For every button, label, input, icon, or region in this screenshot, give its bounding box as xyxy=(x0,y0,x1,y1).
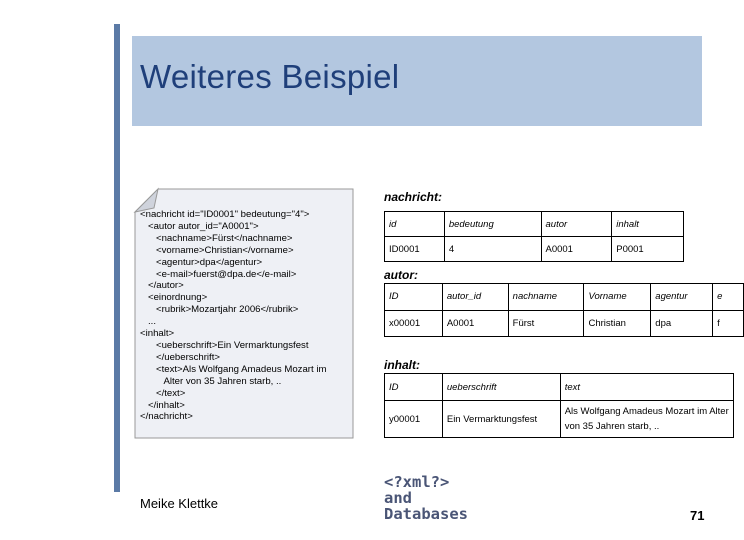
label-inhalt: inhalt: xyxy=(384,358,420,372)
logo-line: <?xml?> xyxy=(384,473,450,491)
left-accent-bar xyxy=(114,24,120,492)
table-header-row xyxy=(385,374,734,401)
xml-line: </ueberschrift> xyxy=(140,351,220,363)
header-cell: Vorname xyxy=(584,284,651,311)
table-header-row xyxy=(385,284,744,311)
table-inhalt xyxy=(384,373,734,438)
xml-line: <vorname>Christian</vorname> xyxy=(140,244,294,256)
header-cell: agentur xyxy=(651,284,713,311)
xml-line: Alter von 35 Jahren starb, .. xyxy=(140,375,282,387)
page-number: 71 xyxy=(690,508,705,523)
header-cell: ID xyxy=(385,284,443,311)
header-cell: bedeutung xyxy=(444,212,541,237)
xml-line: <nachricht id="ID0001" bedeutung="4"> xyxy=(140,209,310,220)
xml-line: </inhalt> xyxy=(140,399,185,411)
cell: A0001 xyxy=(442,310,508,337)
table-header-row xyxy=(385,212,684,237)
xml-line: <text>Als Wolfgang Amadeus Mozart im xyxy=(140,363,327,375)
header-cell: ueberschrift xyxy=(442,374,560,401)
label-autor: autor: xyxy=(384,268,418,282)
cell: ID0001 xyxy=(385,237,445,262)
cell: x00001 xyxy=(385,310,443,337)
cell: y00001 xyxy=(385,401,443,438)
cell: Ein Vermarktungsfest xyxy=(442,401,560,438)
table-autor xyxy=(384,283,744,337)
logo-line: Databases xyxy=(384,505,468,523)
cell: 4 xyxy=(444,237,541,262)
xml-line: <rubrik>Mozartjahr 2006</rubrik> xyxy=(140,304,299,316)
table-inhalt-clip xyxy=(384,373,729,445)
xml-document-text xyxy=(140,209,354,423)
header-cell: e xyxy=(713,284,744,311)
slide-title: Weiteres Beispiel xyxy=(140,58,400,95)
author-name: Meike Klettke xyxy=(140,496,219,511)
cell: Christian xyxy=(584,310,651,337)
header-cell: autor xyxy=(541,212,612,237)
cell: f xyxy=(713,310,744,337)
xml-line: <inhalt> xyxy=(140,328,175,340)
xml-line: <autor autor_id="A0001"> xyxy=(140,220,259,232)
header-cell: nachname xyxy=(508,284,584,311)
cell: Fürst xyxy=(508,310,584,337)
cell: P0001 xyxy=(612,237,684,262)
table-row xyxy=(385,237,684,262)
table-row xyxy=(385,401,734,438)
cell: dpa xyxy=(651,310,713,337)
cell: Als Wolfgang Amadeus Mozart im Alter von 35 Jahren starb, .. xyxy=(560,401,733,438)
xml-line: <ueberschrift>Ein Vermarktungsfest xyxy=(140,339,309,351)
header-cell: ID xyxy=(385,374,443,401)
table-nachricht xyxy=(384,211,684,262)
xml-and-databases-logo xyxy=(384,474,468,522)
xml-line: </autor> xyxy=(140,280,184,292)
header-cell: autor_id xyxy=(442,284,508,311)
xml-line: <nachname>Fürst</nachname> xyxy=(140,232,293,244)
xml-line: </text> xyxy=(140,387,186,399)
table-autor-clip xyxy=(384,283,723,343)
xml-line: <e-mail>fuerst@dpa.de</e-mail> xyxy=(140,268,297,280)
xml-line: </nachricht> xyxy=(140,411,193,423)
xml-line: <einordnung> xyxy=(140,292,208,304)
label-nachricht: nachricht: xyxy=(384,190,443,204)
header-cell: inhalt xyxy=(612,212,684,237)
header-cell: text xyxy=(560,374,733,401)
logo-line: and xyxy=(384,489,412,507)
table-row xyxy=(385,310,744,337)
xml-line: ... xyxy=(140,316,156,328)
cell: A0001 xyxy=(541,237,612,262)
xml-line: <agentur>dpa</agentur> xyxy=(140,256,263,268)
header-cell: id xyxy=(385,212,445,237)
